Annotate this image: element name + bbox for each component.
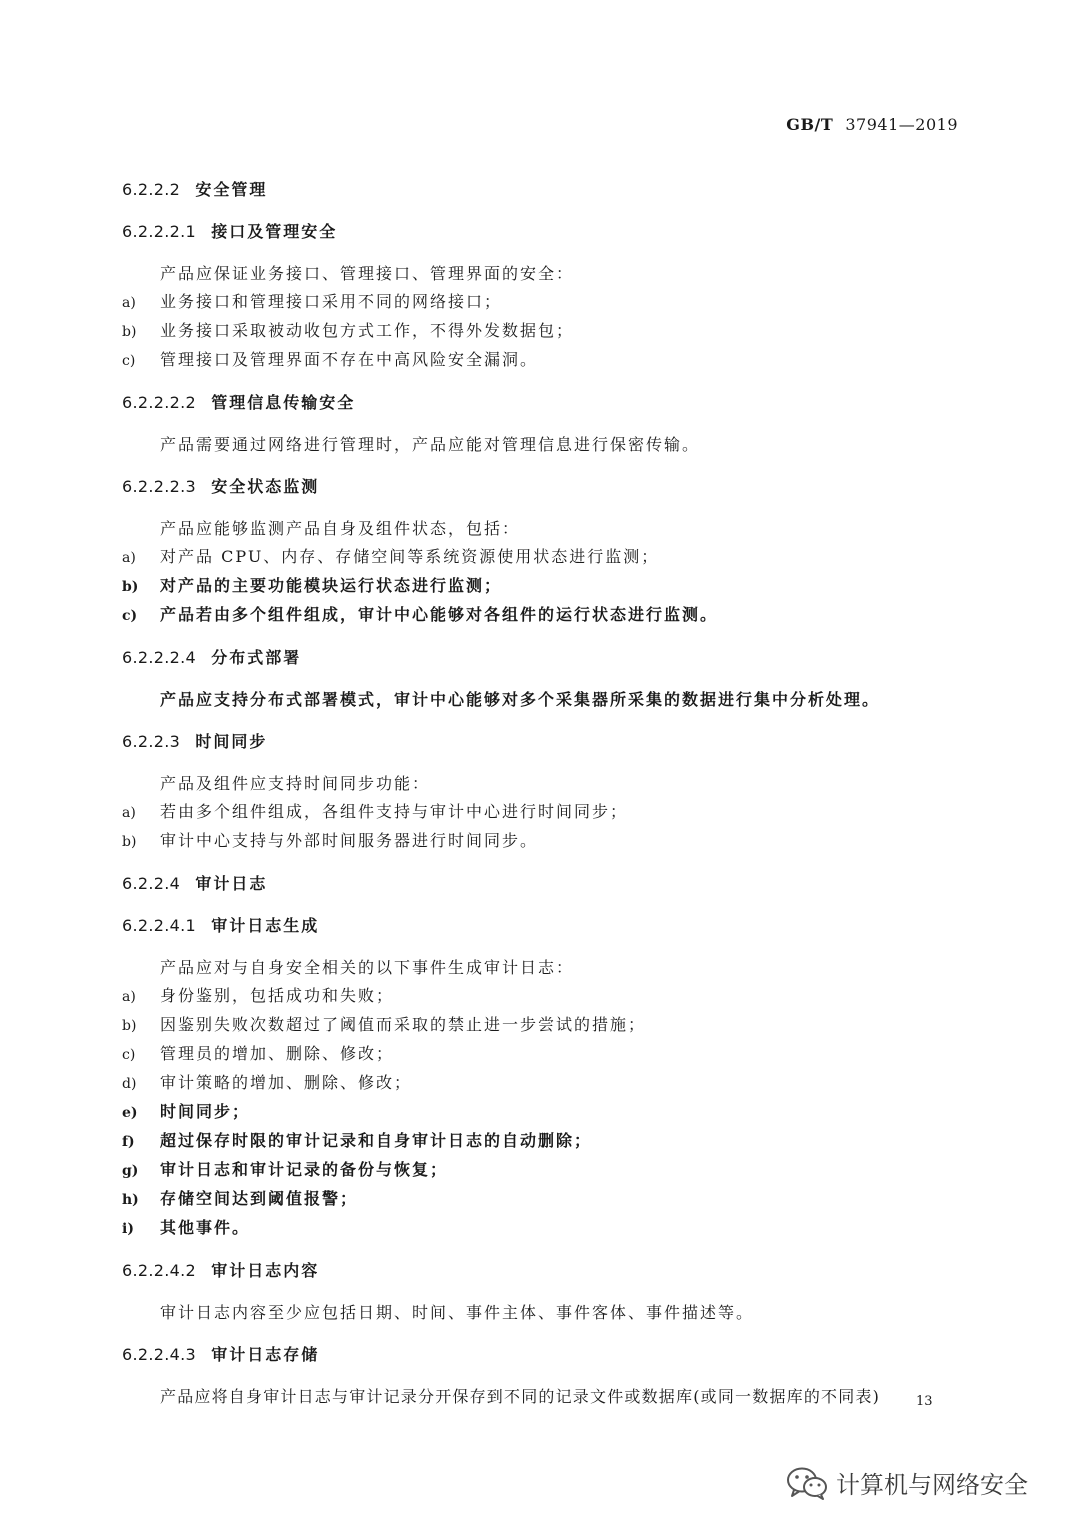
- wechat-icon: [786, 1466, 828, 1500]
- document-body: [122, 176, 962, 1425]
- section-title: 审计日志生成: [211, 916, 320, 935]
- watermark-text: 计算机与网络安全: [836, 1471, 1028, 1499]
- list-item: [122, 1040, 962, 1069]
- section-number: 6.2.2.4: [122, 874, 181, 893]
- list-item-text: 审计策略的增加、删除、修改；: [160, 1073, 413, 1092]
- section-heading: [122, 870, 962, 898]
- list-item-text: 业务接口和管理接口采用不同的网络接口；: [160, 292, 503, 311]
- list-marker: b): [122, 1018, 137, 1034]
- section-title: 接口及管理安全: [211, 222, 338, 241]
- section-number: 6.2.2.2.3: [122, 477, 196, 496]
- list-marker: c): [122, 353, 136, 369]
- page-number: 13: [916, 1394, 933, 1409]
- paragraph: 产品应对与自身安全相关的以下事件生成审计日志：: [160, 958, 575, 977]
- section-heading: [122, 473, 962, 501]
- list-marker: h): [122, 1192, 139, 1208]
- section-heading: [122, 644, 962, 672]
- section-heading: [122, 1341, 962, 1369]
- list-marker: b): [122, 834, 137, 850]
- section-6-2-2-4: [122, 870, 962, 898]
- list-item: [122, 572, 962, 601]
- list-item-text: 审计中心支持与外部时间服务器进行时间同步。: [160, 831, 539, 850]
- list-item: [122, 1214, 962, 1243]
- list-marker: f): [122, 1134, 135, 1150]
- section-number: 6.2.2.2: [122, 180, 181, 199]
- section-heading: [122, 1257, 962, 1285]
- paragraph: 审计日志内容至少应包括日期、时间、事件主体、事件客体、事件描述等。: [160, 1303, 755, 1322]
- list-marker: c): [122, 1047, 136, 1063]
- list-marker: e): [122, 1105, 138, 1121]
- list-item: [122, 1156, 962, 1185]
- list-marker: a): [122, 989, 136, 1005]
- std-dash: —: [898, 115, 916, 134]
- list-item-text: 产品若由多个组件组成，审计中心能够对各组件的运行状态进行监测。: [160, 605, 719, 624]
- section-6-2-2-2-3: [122, 473, 962, 630]
- standard-number: [786, 115, 958, 134]
- list-item-text: 超过保存时限的审计记录和自身审计日志的自动删除；: [160, 1131, 593, 1150]
- section-number: 6.2.2.4.3: [122, 1345, 196, 1364]
- list-item: [122, 1098, 962, 1127]
- section-number: 6.2.2.3: [122, 732, 181, 751]
- section-heading: [122, 218, 962, 246]
- std-number: 37941: [845, 115, 899, 134]
- section-heading: [122, 389, 962, 417]
- section-number: 6.2.2.2.1: [122, 222, 196, 241]
- list-item: [122, 1127, 962, 1156]
- paragraph: 产品应保证业务接口、管理接口、管理界面的安全：: [160, 264, 575, 283]
- section-title: 安全状态监测: [211, 477, 320, 496]
- section-6-2-2-4-1: [122, 912, 962, 1243]
- section-title: 安全管理: [195, 180, 268, 199]
- list-item: [122, 982, 962, 1011]
- section-6-2-2-4-3: [122, 1341, 962, 1411]
- paragraph: 产品应支持分布式部署模式，审计中心能够对多个采集器所采集的数据进行集中分析处理。: [160, 690, 881, 709]
- list-marker: d): [122, 1076, 137, 1092]
- list-item-text: 因鉴别失败次数超过了阈值而采取的禁止进一步尝试的措施；: [160, 1015, 647, 1034]
- list-item-text: 管理员的增加、删除、修改；: [160, 1044, 395, 1063]
- list-marker: g): [122, 1163, 139, 1179]
- list-item-text: 时间同步；: [160, 1102, 251, 1121]
- list-item-text: 若由多个组件组成，各组件支持与审计中心进行时间同步；: [160, 802, 629, 821]
- list-item: [122, 601, 962, 630]
- section-6-2-2-2-4: [122, 644, 962, 714]
- paragraph: 产品应将自身审计日志与审计记录分开保存到不同的记录文件或数据库(或同一数据库的不同表): [160, 1387, 881, 1406]
- list-item-text: 存储空间达到阈值报警；: [160, 1189, 359, 1208]
- list-marker: a): [122, 295, 136, 311]
- section-heading: [122, 728, 962, 756]
- list-item-text: 对产品的主要功能模块运行状态进行监测；: [160, 576, 503, 595]
- list-marker: c): [122, 608, 138, 624]
- section-6-2-2-4-2: [122, 1257, 962, 1327]
- list-item-text: 业务接口采取被动收包方式工作，不得外发数据包；: [160, 321, 575, 340]
- section-heading: [122, 176, 962, 204]
- list-marker: a): [122, 805, 136, 821]
- section-title: 分布式部署: [211, 648, 302, 667]
- list-item: [122, 317, 962, 346]
- std-year: 2019: [915, 115, 958, 134]
- watermark: [786, 1465, 1028, 1500]
- section-number: 6.2.2.2.4: [122, 648, 196, 667]
- std-code: GB/T: [786, 115, 834, 134]
- paragraph: 产品应能够监测产品自身及组件状态，包括：: [160, 519, 521, 538]
- list-item-text: 管理接口及管理界面不存在中高风险安全漏洞。: [160, 350, 539, 369]
- section-6-2-2-2-1: [122, 218, 962, 375]
- section-number: 6.2.2.4.1: [122, 916, 196, 935]
- list-item: [122, 1185, 962, 1214]
- section-6-2-2-3: [122, 728, 962, 856]
- section-title: 管理信息传输安全: [211, 393, 356, 412]
- list-marker: b): [122, 324, 137, 340]
- list-item: [122, 288, 962, 317]
- paragraph: 产品及组件应支持时间同步功能：: [160, 774, 431, 793]
- section-number: 6.2.2.4.2: [122, 1261, 196, 1280]
- section-title: 时间同步: [195, 732, 268, 751]
- list-marker: a): [122, 550, 136, 566]
- list-item-text: 对产品 CPU、内存、存储空间等系统资源使用状态进行监测；: [160, 547, 660, 566]
- section-number: 6.2.2.2.2: [122, 393, 196, 412]
- section-title: 审计日志内容: [211, 1261, 320, 1280]
- section-heading: [122, 912, 962, 940]
- list-item: [122, 827, 962, 856]
- section-title: 审计日志存储: [211, 1345, 320, 1364]
- list-item: [122, 346, 962, 375]
- list-item: [122, 1069, 962, 1098]
- paragraph: 产品需要通过网络进行管理时，产品应能对管理信息进行保密传输。: [160, 435, 701, 454]
- list-item: [122, 1011, 962, 1040]
- list-marker: i): [122, 1221, 134, 1237]
- list-item: [122, 543, 962, 572]
- section-title: 审计日志: [195, 874, 268, 893]
- list-item-text: 其他事件。: [160, 1218, 251, 1237]
- section-6-2-2-2: [122, 176, 962, 204]
- list-item-text: 身份鉴别，包括成功和失败；: [160, 986, 395, 1005]
- section-6-2-2-2-2: [122, 389, 962, 459]
- list-marker: b): [122, 579, 139, 595]
- list-item: [122, 798, 962, 827]
- list-item-text: 审计日志和审计记录的备份与恢复；: [160, 1160, 449, 1179]
